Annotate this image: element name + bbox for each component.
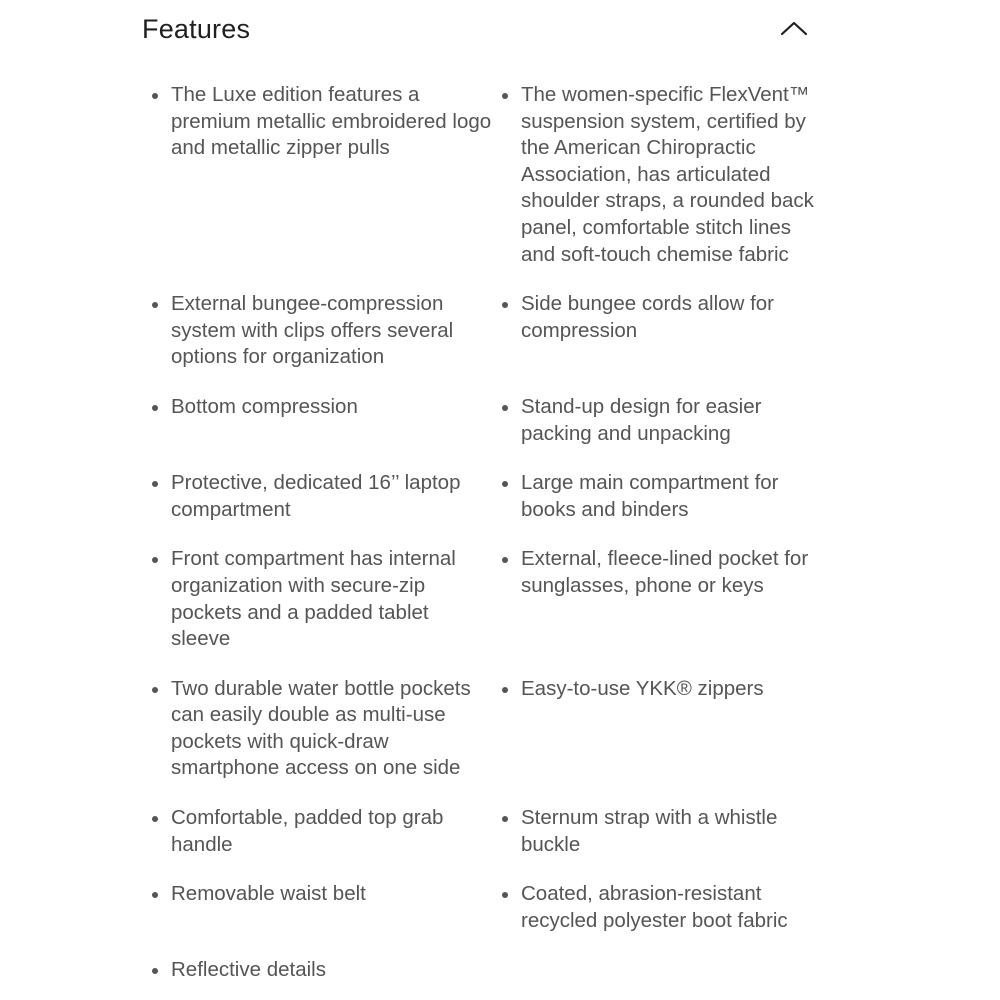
feature-item: Stand-up design for easier packing and unpacking — [500, 394, 830, 447]
feature-item: Easy-to-use YKK® zippers — [500, 676, 830, 782]
feature-item: Large main compartment for books and binders — [500, 470, 830, 523]
feature-item: External, fleece-lined pocket for sunglasses, phone or keys — [500, 546, 830, 652]
chevron-up-icon — [780, 20, 808, 41]
feature-item: Bottom compression — [150, 394, 500, 447]
feature-item: The Luxe edition features a premium metallic embroidered logo and metallic zipper pulls — [150, 82, 500, 268]
section-title: Features — [142, 13, 251, 44]
feature-item: External bungee-compression system with clips offers several options for organization — [150, 291, 500, 371]
features-header[interactable] — [142, 0, 810, 60]
collapse-button[interactable] — [778, 14, 810, 46]
feature-item: The women-specific FlexVent™ suspension system, certified by the American Chiropractic Association, has articulated shoulder straps, a rounded back panel, comfortable stitch lines and soft-touch chemise fabric — [500, 82, 830, 268]
feature-item: Sternum strap with a whistle buckle — [500, 805, 830, 858]
feature-item: Comfortable, padded top grab handle — [150, 805, 500, 858]
feature-item: Reflective details — [150, 957, 500, 984]
feature-item: Protective, dedicated 16’’ laptop compartment — [150, 470, 500, 523]
feature-item: Removable waist belt — [150, 881, 500, 934]
feature-item: Side bungee cords allow for compression — [500, 291, 830, 371]
feature-item: Coated, abrasion-resistant recycled polyester boot fabric — [500, 881, 830, 934]
feature-item: Front compartment has internal organization with secure-zip pockets and a padded tablet sleeve — [150, 546, 500, 652]
features-list — [150, 82, 830, 984]
feature-item: Two durable water bottle pockets can easily double as multi-use pockets with quick-draw smartphone access on one side — [150, 676, 500, 782]
